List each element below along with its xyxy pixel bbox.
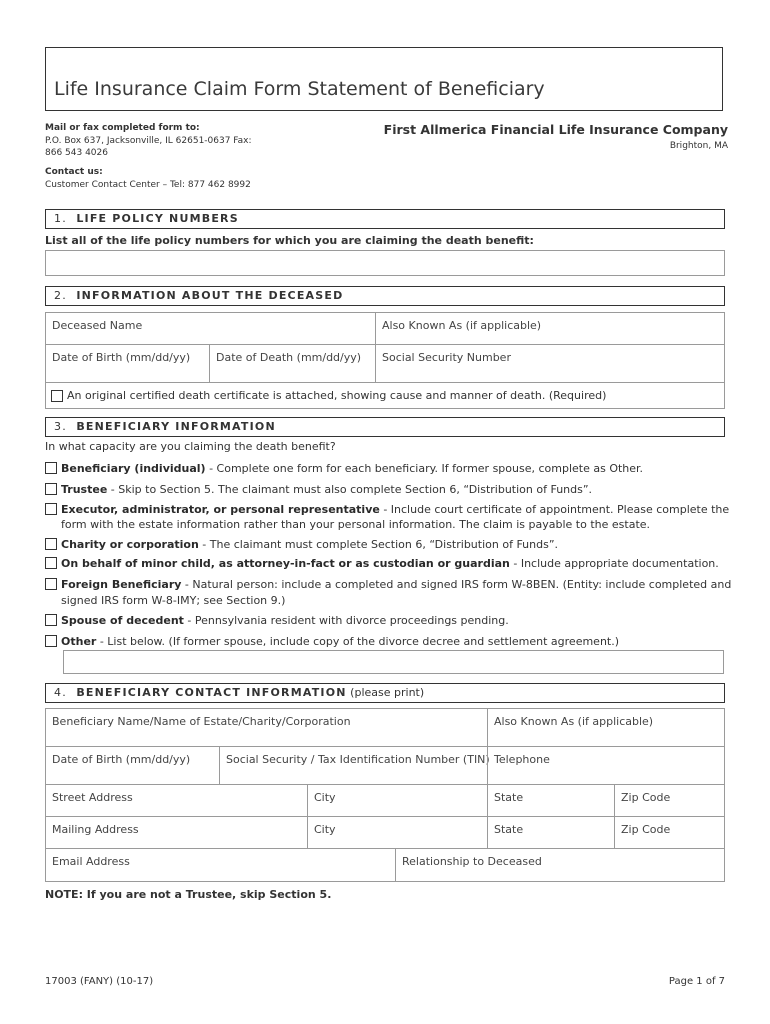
relationship-field[interactable] bbox=[395, 848, 725, 882]
mail-line2: 866 543 4026 bbox=[45, 148, 108, 158]
option-spouse-label: Spouse of decedent - Pennsylvania resident with divorce proceedings pending. bbox=[61, 614, 509, 627]
section4-number: 4. bbox=[54, 686, 67, 699]
section4-header bbox=[45, 683, 725, 703]
option-executor-label: Executor, administrator, or personal representative - Include court certificate of appointment. Please complete the bbox=[61, 503, 730, 516]
deceased-name-label: Deceased Name bbox=[52, 319, 143, 332]
form-id: 17003 (FANY) (10-17) bbox=[45, 976, 154, 987]
mailing-state-label: State bbox=[494, 823, 524, 836]
mailing-address-field[interactable] bbox=[45, 816, 308, 849]
section1-title: LIFE POLICY NUMBERS bbox=[76, 212, 239, 225]
zip-field[interactable] bbox=[614, 784, 725, 817]
section3-title: BENEFICIARY INFORMATION bbox=[76, 420, 276, 433]
deceased-ssn-label: Social Security Number bbox=[382, 351, 511, 364]
beneficiary-aka-field[interactable] bbox=[487, 708, 725, 747]
beneficiary-aka-label: Also Known As (if applicable) bbox=[494, 715, 654, 728]
section1-header bbox=[45, 209, 725, 229]
relationship-label: Relationship to Deceased bbox=[402, 855, 542, 868]
option-foreign-label-line2: signed IRS form W-8-IMY; see Section 9.) bbox=[61, 594, 286, 607]
mailing-city-label: City bbox=[314, 823, 336, 836]
title-box bbox=[45, 47, 723, 111]
company-location: Brighton, MA bbox=[669, 141, 728, 151]
beneficiary-dob-label: Date of Birth (mm/dd/yy) bbox=[52, 753, 191, 766]
policy-numbers-field[interactable] bbox=[45, 250, 725, 276]
deceased-name-field[interactable] bbox=[45, 312, 376, 345]
beneficiary-ssn-label: Social Security / Tax Identification Number (TIN) bbox=[226, 753, 490, 766]
deceased-ssn-field[interactable] bbox=[375, 344, 725, 383]
other-explanation-field[interactable] bbox=[63, 650, 724, 674]
option-charity-label: Charity or corporation - The claimant must complete Section 6, “Distribution of Funds”. bbox=[61, 538, 559, 551]
option-foreign-checkbox[interactable] bbox=[45, 578, 57, 590]
option-beneficiary-checkbox[interactable] bbox=[45, 462, 57, 474]
contact-label: Contact us: bbox=[45, 167, 103, 177]
section2-header bbox=[45, 286, 725, 306]
option-trustee-checkbox[interactable] bbox=[45, 483, 57, 495]
mailing-zip-label: Zip Code bbox=[621, 823, 671, 836]
mailing-address-label: Mailing Address bbox=[52, 823, 139, 836]
beneficiary-dob-field[interactable] bbox=[45, 746, 220, 785]
option-other-label: Other - List below. (If former spouse, include copy of the divorce decree and settlement agreement.) bbox=[61, 635, 620, 648]
certificate-label: An original certified death certificate is attached, showing cause and manner of death. (Required) bbox=[67, 389, 607, 402]
section2-number: 2. bbox=[54, 289, 67, 302]
option-minor-checkbox[interactable] bbox=[45, 557, 57, 569]
certificate-checkbox[interactable] bbox=[51, 390, 63, 402]
contact-line: Customer Contact Center – Tel: 877 462 8992 bbox=[45, 180, 251, 190]
option-minor-label: On behalf of minor child, as attorney-in-fact or as custodian or guardian - Include appropriate documentation. bbox=[61, 557, 719, 570]
deceased-dod-field[interactable] bbox=[209, 344, 376, 383]
section4-subtitle: (please print) bbox=[346, 686, 425, 699]
option-spouse-checkbox[interactable] bbox=[45, 614, 57, 626]
beneficiary-phone-label: Telephone bbox=[494, 753, 550, 766]
section2-title: INFORMATION ABOUT THE DECEASED bbox=[76, 289, 344, 302]
page-title: Life Insurance Claim Form Statement of Beneficiary bbox=[54, 78, 545, 100]
page-number: Page 1 of 7 bbox=[668, 976, 725, 987]
beneficiary-name-field[interactable] bbox=[45, 708, 488, 747]
beneficiary-ssn-field[interactable] bbox=[219, 746, 488, 785]
mailing-state-field[interactable] bbox=[487, 816, 615, 849]
street-address-field[interactable] bbox=[45, 784, 308, 817]
mailing-zip-field[interactable] bbox=[614, 816, 725, 849]
option-foreign-label: Foreign Beneficiary - Natural person: include a completed and signed IRS form W-8BEN. (Entity: include completed and bbox=[61, 578, 732, 591]
beneficiary-name-label: Beneficiary Name/Name of Estate/Charity/Corporation bbox=[52, 715, 351, 728]
trustee-note: NOTE: If you are not a Trustee, skip Section 5. bbox=[45, 888, 332, 901]
deceased-aka-label: Also Known As (if applicable) bbox=[382, 319, 542, 332]
email-field[interactable] bbox=[45, 848, 396, 882]
section3-number: 3. bbox=[54, 420, 67, 433]
section1-number: 1. bbox=[54, 212, 67, 225]
section3-header bbox=[45, 417, 725, 437]
deceased-dob-field[interactable] bbox=[45, 344, 210, 383]
option-executor-checkbox[interactable] bbox=[45, 503, 57, 515]
beneficiary-phone-field[interactable] bbox=[487, 746, 725, 785]
state-label: State bbox=[494, 791, 524, 804]
deceased-dob-label: Date of Birth (mm/dd/yy) bbox=[52, 351, 191, 364]
section3-question: In what capacity are you claiming the death benefit? bbox=[45, 440, 336, 453]
mail-line1: P.O. Box 637, Jacksonville, IL 62651-0637 Fax: bbox=[45, 136, 252, 146]
deceased-dod-label: Date of Death (mm/dd/yy) bbox=[216, 351, 362, 364]
city-field[interactable] bbox=[307, 784, 488, 817]
option-charity-checkbox[interactable] bbox=[45, 538, 57, 550]
option-other-checkbox[interactable] bbox=[45, 635, 57, 647]
option-trustee-label: Trustee - Skip to Section 5. The claimant must also complete Section 6, “Distribution of Funds”. bbox=[61, 483, 593, 496]
option-executor-label-line2: form with the estate information rather than your personal information. The claim is payable to the estate. bbox=[61, 518, 651, 531]
option-beneficiary-label: Beneficiary (individual) - Complete one form for each beneficiary. If former spouse, complete as Other. bbox=[61, 462, 644, 475]
zip-label: Zip Code bbox=[621, 791, 671, 804]
email-label: Email Address bbox=[52, 855, 130, 868]
company-name: First Allmerica Financial Life Insurance Company bbox=[383, 122, 728, 137]
city-label: City bbox=[314, 791, 336, 804]
section4-title: BENEFICIARY CONTACT INFORMATION bbox=[76, 686, 347, 699]
state-field[interactable] bbox=[487, 784, 615, 817]
deceased-aka-field[interactable] bbox=[375, 312, 725, 345]
section1-instruction: List all of the life policy numbers for which you are claiming the death benefit: bbox=[45, 234, 534, 247]
street-address-label: Street Address bbox=[52, 791, 133, 804]
mailing-city-field[interactable] bbox=[307, 816, 488, 849]
mail-label: Mail or fax completed form to: bbox=[45, 123, 200, 133]
